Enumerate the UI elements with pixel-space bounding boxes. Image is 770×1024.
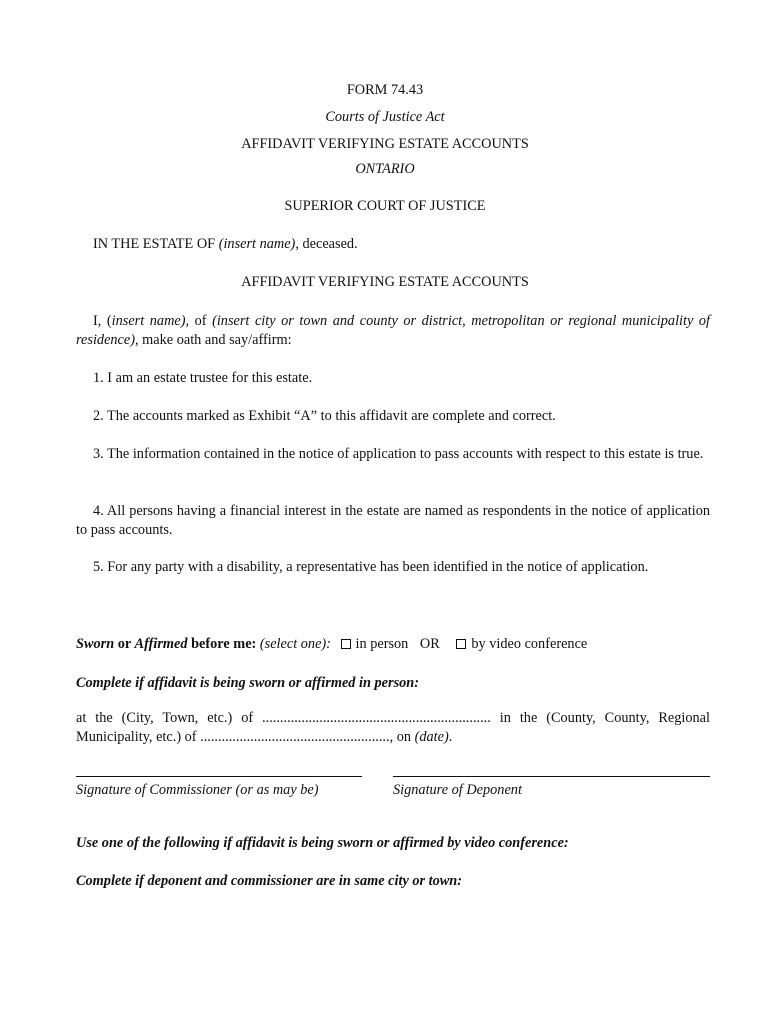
affirmed-word: Affirmed [134,636,188,652]
location-text: at the (City, Town, etc.) of ................................................................ in the (County, County, Regional Municipality, etc.) of ....................................................., on [76,710,710,745]
intro-i: I, ( [93,313,112,329]
in-person-heading: Complete if affidavit is being sworn or affirmed in person: [76,675,420,691]
same-city-heading: Complete if deponent and commissioner are in same city or town: [76,873,463,889]
intro-residence-hint: (insert city or town and county or district, metropolitan or regional municipality of residence), [76,313,711,348]
estate-suffix: , deceased. [295,236,358,252]
document-title: AFFIDAVIT VERIFYING ESTATE ACCOUNTS [241,274,529,290]
commissioner-signature-label: Signature of Commissioner (or as may be) [76,782,319,798]
intro-of: of [189,313,213,329]
estate-name-hint: (insert name) [218,236,296,252]
sworn-word: Sworn [76,636,115,652]
or-label: OR [419,636,440,652]
intro-paragraph [76,312,710,350]
item-2: 2. The accounts marked as Exhibit “A” to this affidavit are complete and correct. [93,408,556,424]
province: ONTARIO [355,161,415,177]
court-name: SUPERIOR COURT OF JUSTICE [284,198,486,214]
act-name: Courts of Justice Act [325,109,445,125]
video-conference-heading: Use one of the following if affidavit is being sworn or affirmed by video conference: [76,835,569,851]
select-hint: (select one): [256,636,331,652]
form-number: FORM 74.43 [346,82,424,98]
intro-oath: make oath and say/affirm: [138,332,292,348]
in-person-label: in person [355,636,409,652]
location-paragraph [76,709,710,747]
estate-line [93,235,358,254]
video-conference-checkbox[interactable] [456,639,466,649]
video-conference-label: by video conference [471,636,588,652]
in-person-checkbox[interactable] [341,639,351,649]
deponent-signature-line[interactable] [393,776,710,777]
item-4: 4. All persons having a financial interest in the estate are named as respondents in the notice of application to pass accounts. [76,503,710,538]
item-3: 3. The information contained in the notice of application to pass accounts with respect to this estate is true. [93,446,704,462]
commissioner-signature-line[interactable] [76,776,362,777]
item-1: 1. I am an estate trustee for this estate. [93,370,313,386]
date-hint: (date) [414,729,449,745]
sworn-line [76,635,587,654]
sworn-or: or [114,636,135,652]
estate-prefix: IN THE ESTATE OF [93,236,216,252]
location-end: . [448,729,453,745]
intro-name-hint: insert name), [111,313,190,329]
before-me: before me: [187,636,257,652]
form-title: AFFIDAVIT VERIFYING ESTATE ACCOUNTS [241,136,529,152]
item-5: 5. For any party with a disability, a representative has been identified in the notice of application. [93,559,649,575]
deponent-signature-label: Signature of Deponent [393,782,522,798]
